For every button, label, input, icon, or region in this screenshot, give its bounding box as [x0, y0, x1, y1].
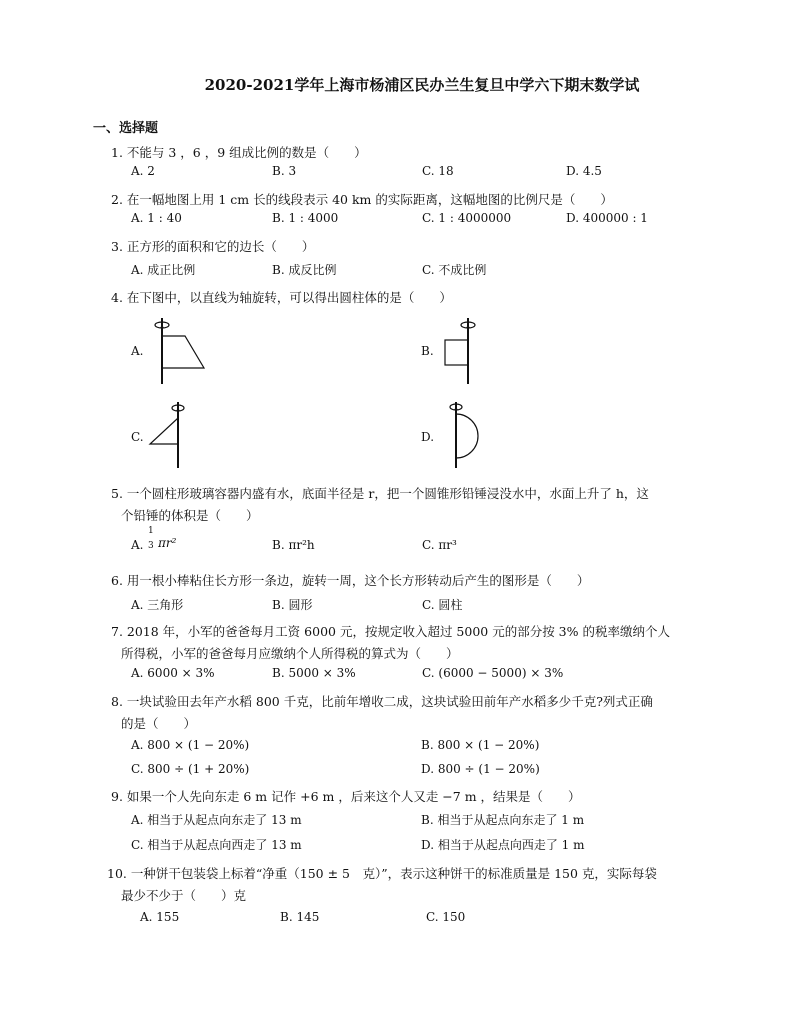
question-9-option-d[interactable]: D. 相当于从起点向西走了 1 m: [421, 838, 585, 852]
question-8-option-a[interactable]: A. 800 × (1 − 20%): [131, 738, 250, 752]
question-1-stem: 1. 不能与 3 ，6 ，9 组成比例的数是（ ）: [111, 145, 367, 160]
question-1-option-a[interactable]: A. 2: [131, 164, 155, 178]
question-5-option-c[interactable]: C. πr³: [422, 538, 457, 552]
question-6-option-a[interactable]: A. 三角形: [131, 598, 184, 612]
fraction-denominator: 3: [148, 541, 154, 551]
question-7-stem-line1: 7. 2018 年，小军的爸爸每月工资 6000 元，按规定收入超过 5000 元的部分按 3% 的税率缴纳个人: [111, 624, 670, 639]
question-10-option-a[interactable]: A. 155: [140, 910, 180, 924]
question-9-stem: 9. 如果一个人先向东走 6 m 记作 +6 m ，后来这个人又走 −7 m ，结果是（ ）: [111, 789, 581, 804]
question-5-option-a-expr: πr²: [158, 536, 177, 550]
section-heading: 一、选择题: [93, 121, 159, 136]
question-4-option-d[interactable]: D.: [421, 430, 435, 444]
question-10-stem-line1: 10. 一种饼干包装袋上标着“净重（150 ± 5 克）”，表示这种饼干的标准质量是 150 克，实际每袋: [107, 866, 657, 881]
question-2-option-d[interactable]: D. 400000 : 1: [566, 211, 648, 225]
document-title: 2020-2021学年上海市杨浦区民办兰生复旦中学六下期末数学试: [204, 76, 640, 94]
question-9-option-b[interactable]: B. 相当于从起点向东走了 1 m: [421, 813, 585, 827]
question-1-option-c[interactable]: C. 18: [422, 164, 454, 178]
question-8-stem-line1: 8. 一块试验田去年产水稻 800 千克，比前年增收二成，这块试验田前年产水稻多少千克?列式正确: [111, 694, 653, 709]
question-3-stem: 3. 正方形的面积和它的边长（ ）: [111, 239, 315, 254]
question-5-stem-line2: 个铅锤的体积是（ ）: [121, 508, 259, 523]
question-1-option-d[interactable]: D. 4.5: [566, 164, 602, 178]
fraction-numerator: 1: [148, 526, 154, 536]
question-1-option-b[interactable]: B. 3: [272, 164, 297, 178]
question-9-option-a[interactable]: A. 相当于从起点向东走了 13 m: [131, 813, 302, 827]
question-6-option-c[interactable]: C. 圆柱: [422, 598, 463, 612]
question-5-option-a-label[interactable]: A.: [131, 538, 144, 552]
question-3-option-c[interactable]: C. 不成比例: [422, 263, 487, 277]
question-7-stem-line2: 所得税，小军的爸爸每月应缴纳个人所得税的算式为（ ）: [121, 646, 459, 661]
question-3-option-a[interactable]: A. 成正比例: [131, 263, 196, 277]
question-3-option-b[interactable]: B. 成反比例: [272, 263, 337, 277]
question-8-stem-line2: 的是（ ）: [121, 716, 197, 731]
question-2-stem: 2. 在一幅地图上用 1 cm 长的线段表示 40 km 的实际距离，这幅地图的比例尺是（ ）: [111, 192, 613, 207]
question-8-option-c[interactable]: C. 800 ÷ (1 + 20%): [131, 762, 250, 776]
question-7-option-b[interactable]: B. 5000 × 3%: [272, 666, 356, 680]
figure-a-trapezoid: [148, 316, 212, 386]
question-6-stem: 6. 用一根小棒粘住长方形一条边，旋转一周，这个长方形转动后产生的图形是（ ）: [111, 573, 590, 588]
question-10-option-b[interactable]: B. 145: [280, 910, 320, 924]
figure-d-semicircle: [444, 398, 494, 470]
question-10-option-c[interactable]: C. 150: [426, 910, 466, 924]
question-10-stem-line2: 最少不少于（ ）克: [121, 888, 247, 903]
question-5-stem-line1: 5. 一个圆柱形玻璃容器内盛有水，底面半径是 r，把一个圆锥形铅锤浸没水中，水面上升了 h，这: [111, 486, 649, 501]
question-4-option-c[interactable]: C.: [131, 430, 144, 444]
question-7-option-c[interactable]: C. (6000 − 5000) × 3%: [422, 666, 564, 680]
question-4-option-a[interactable]: A.: [131, 344, 144, 358]
question-5-option-b[interactable]: B. πr²h: [272, 538, 315, 552]
question-2-option-a[interactable]: A. 1 : 40: [131, 211, 182, 225]
question-9-option-c[interactable]: C. 相当于从起点向西走了 13 m: [131, 838, 302, 852]
question-4-option-b[interactable]: B.: [421, 344, 434, 358]
question-7-option-a[interactable]: A. 6000 × 3%: [131, 666, 215, 680]
question-2-option-c[interactable]: C. 1 : 4000000: [422, 211, 512, 225]
figure-c-triangle: [144, 398, 190, 470]
figure-b-square: [440, 316, 490, 386]
question-8-option-b[interactable]: B. 800 × (1 − 20%): [421, 738, 540, 752]
question-8-option-d[interactable]: D. 800 ÷ (1 − 20%): [421, 762, 540, 776]
question-6-option-b[interactable]: B. 圆形: [272, 598, 313, 612]
question-4-stem: 4. 在下图中，以直线为轴旋转，可以得出圆柱体的是（ ）: [111, 290, 452, 305]
question-2-option-b[interactable]: B. 1 : 4000: [272, 211, 339, 225]
